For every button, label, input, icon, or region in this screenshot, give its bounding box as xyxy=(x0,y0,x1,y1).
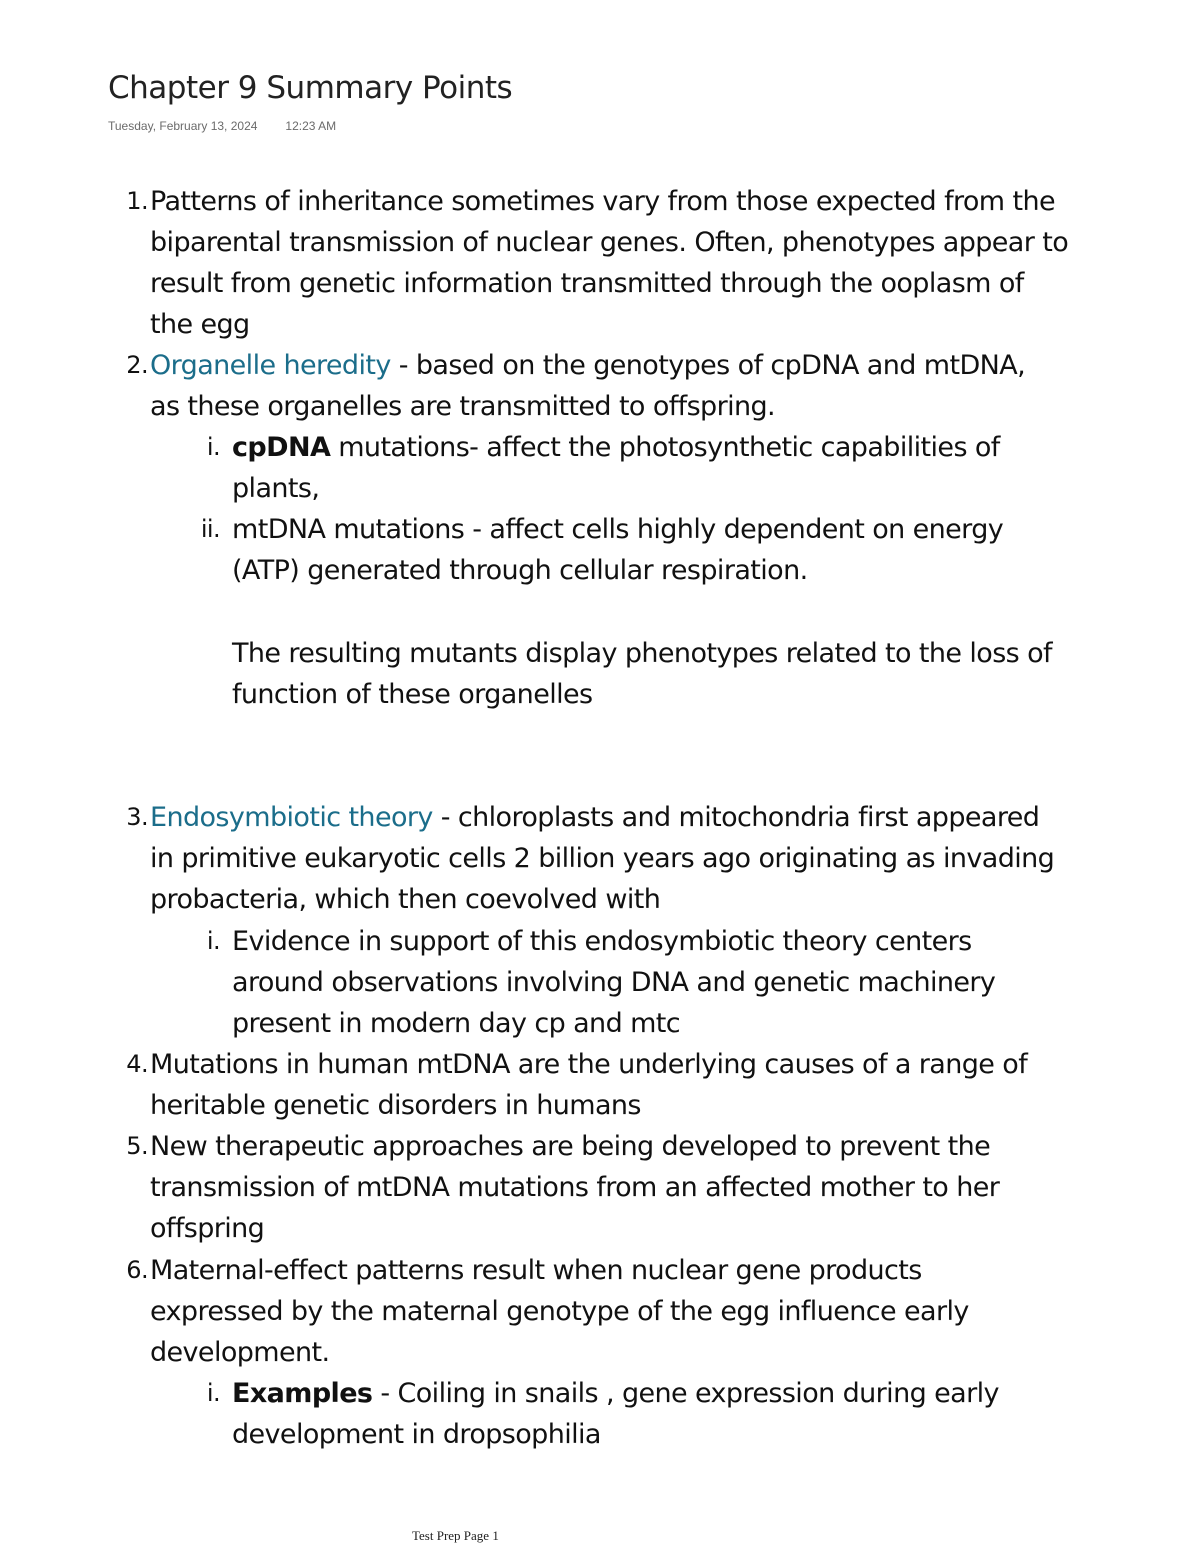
item-text-line: mtDNA mutations - affect cells highly dependent on energy xyxy=(232,514,1004,545)
page-date: Tuesday, February 13, 2024 xyxy=(108,119,258,133)
item-text-line: in primitive eukaryotic cells 2 billion years ago originating as invading xyxy=(150,843,1055,874)
list-number: 1. xyxy=(126,187,148,215)
page-title: Chapter 9 Summary Points xyxy=(108,70,513,106)
item-text-line: expressed by the maternal genotype of the egg influence early xyxy=(150,1296,969,1327)
list-number: 4. xyxy=(126,1050,148,1078)
item-text-line: biparental transmission of nuclear genes. Often, phenotypes appear to xyxy=(150,227,1069,258)
list-number: 5. xyxy=(126,1132,148,1160)
sub-number: ii. xyxy=(200,515,220,543)
item-text-line: (ATP) generated through cellular respiration. xyxy=(232,555,808,586)
bold-term: cpDNA xyxy=(232,432,331,463)
item-text-line: Mutations in human mtDNA are the underlying causes of a range of xyxy=(150,1049,1028,1080)
sub-number: i. xyxy=(206,927,220,955)
item-text-line: the egg xyxy=(150,309,250,340)
page-meta xyxy=(108,119,336,133)
item-text-line: transmission of mtDNA mutations from an affected mother to her xyxy=(150,1172,1000,1203)
item-text-line: New therapeutic approaches are being developed to prevent the xyxy=(150,1131,991,1162)
item-text-line: offspring xyxy=(150,1213,265,1244)
item-text-line: Evidence in support of this endosymbiotic theory centers xyxy=(232,926,972,957)
bold-term: Examples xyxy=(232,1378,373,1409)
note-paragraph xyxy=(232,633,1052,715)
note-line: The resulting mutants display phenotypes related to the loss of xyxy=(232,638,1052,669)
list-number: 2. xyxy=(126,351,148,379)
item-text: mutations- affect the photosynthetic capabilities of xyxy=(330,432,1000,463)
item-text: - based on the genotypes of cpDNA and mtDNA, xyxy=(390,350,1026,381)
note-line: function of these organelles xyxy=(232,679,593,710)
item-text: - chloroplasts and mitochondria first appeared xyxy=(432,802,1040,833)
item-text-line: present in modern day cp and mtc xyxy=(232,1008,681,1039)
sub-number: i. xyxy=(206,1379,220,1407)
highlighted-term: Organelle heredity xyxy=(150,345,391,386)
item-text-line: plants, xyxy=(232,473,320,504)
item-text-line: as these organelles are transmitted to offspring. xyxy=(150,391,776,422)
list-number: 3. xyxy=(126,803,148,831)
item-text-line: result from genetic information transmitted through the ooplasm of xyxy=(150,268,1024,299)
item-text-line: heritable genetic disorders in humans xyxy=(150,1090,641,1121)
item-text-line: Patterns of inheritance sometimes vary from those expected from the xyxy=(150,186,1055,217)
page-footer: Test Prep Page 1 xyxy=(412,1528,499,1543)
highlighted-term: Endosymbiotic theory xyxy=(150,797,433,838)
item-text: - Coiling in snails , gene expression during early xyxy=(372,1378,999,1409)
item-text-line: probacteria, which then coevolved with xyxy=(150,884,661,915)
sub-number: i. xyxy=(206,433,220,461)
item-text-line: development. xyxy=(150,1337,330,1368)
item-text-line: Maternal-effect patterns result when nuclear gene products xyxy=(150,1255,922,1286)
page-time: 12:23 AM xyxy=(285,119,337,133)
item-text-line: development in dropsophilia xyxy=(232,1419,601,1450)
item-text-line: around observations involving DNA and genetic machinery xyxy=(232,967,996,998)
list-number: 6. xyxy=(126,1256,148,1284)
